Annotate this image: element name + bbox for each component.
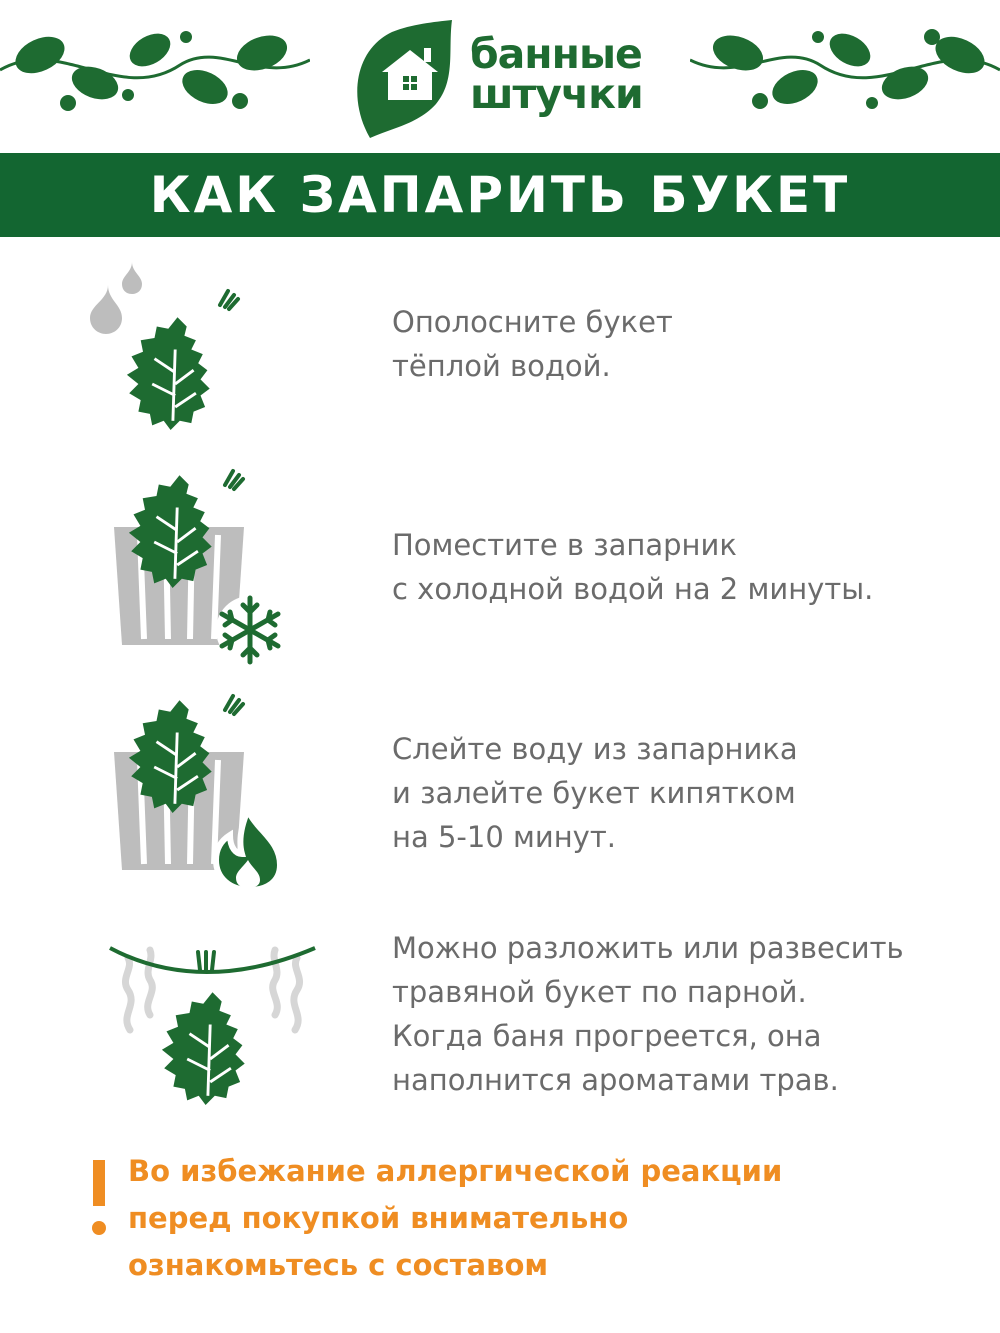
step-1-text xyxy=(392,300,673,388)
brand-name-line1: банные xyxy=(470,30,642,78)
step-3-line-2: и залейте букет кипятком xyxy=(392,776,796,810)
step-3-line-1: Слейте воду из запарника xyxy=(392,732,798,766)
hanging-broom-steam-icon xyxy=(80,920,320,1110)
step-4-line-4: наполнится ароматами трав. xyxy=(392,1063,839,1097)
header xyxy=(0,0,1000,150)
step-4-text xyxy=(392,926,904,1102)
brand-logo xyxy=(352,20,672,140)
warning-line-1: Во избежание аллергической реакции xyxy=(128,1154,783,1188)
step-4-line-3: Когда баня прогреется, она xyxy=(392,1019,822,1053)
tub-snowflake-icon xyxy=(80,465,300,675)
step-2-text xyxy=(392,523,873,611)
step-4-line-2: травяной букет по парной. xyxy=(392,975,807,1009)
step-4-line-1: Можно разложить или развесить xyxy=(392,931,904,965)
brand-name-line2: штучки xyxy=(470,70,643,118)
exclamation-icon xyxy=(90,1160,110,1240)
step-1 xyxy=(0,260,1000,440)
leaf-ornament-right xyxy=(690,25,1000,115)
step-2-line-1: Поместите в запарник xyxy=(392,528,737,562)
step-1-line-2: тёплой водой. xyxy=(392,349,611,383)
step-3-text xyxy=(392,727,798,859)
warning-line-2: перед покупкой внимательно xyxy=(128,1201,629,1235)
birch-leaf-house-icon xyxy=(352,20,462,138)
page-title: КАК ЗАПАРИТЬ БУКЕТ xyxy=(149,166,851,224)
brand-name xyxy=(470,30,643,118)
warning-line-3: ознакомьтесь с составом xyxy=(128,1248,549,1282)
water-drops-broom-icon xyxy=(80,260,260,430)
step-2 xyxy=(0,465,1000,675)
step-4 xyxy=(0,920,1000,1120)
step-3 xyxy=(0,690,1000,900)
tub-fire-icon xyxy=(80,690,300,900)
title-banner xyxy=(0,153,1000,237)
step-1-line-1: Ополосните букет xyxy=(392,305,673,339)
step-3-line-3: на 5-10 минут. xyxy=(392,820,616,854)
leaf-ornament-left xyxy=(0,25,310,115)
warning-text xyxy=(128,1148,782,1289)
step-2-line-2: с холодной водой на 2 минуты. xyxy=(392,572,874,606)
